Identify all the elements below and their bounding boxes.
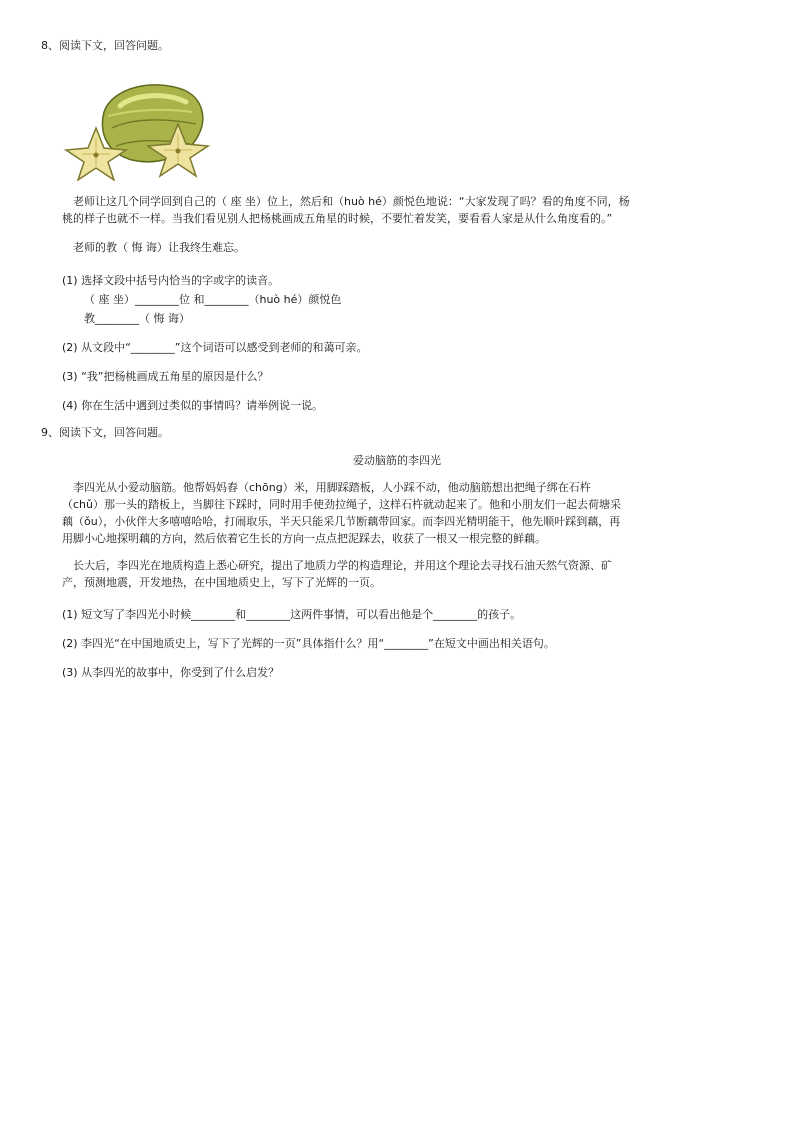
q9-subquestion-2[interactable]: (2) 李四光“在中国地质史上，写下了光辉的一页”具体指什么？用“________”在短文中画出相关语句。 <box>62 637 555 650</box>
q8-subquestion-4: (4) 你在生活中遇到过类似的事情吗？请举例说一说。 <box>62 399 324 412</box>
q9-paragraph-2-line-1: 长大后，李四光在地质构造上悉心研究，提出了地质力学的构造理论，并用这个理论去寻找石油天然气资源、矿 <box>73 559 612 572</box>
q8-subquestion-1-line-1[interactable]: （ 座 坐）________位 和________（huò hé）颜悦色 <box>84 293 342 306</box>
q8-subquestion-3: (3) “我”把杨桃画成五角星的原因是什么？ <box>62 370 269 383</box>
q9-paragraph-1-line-1: 李四光从小爱动脑筋。他帮妈妈舂（chōng）米，用脚踩踏板，人小踩不动，他动脑筋想出把绳子绑在石杵 <box>73 481 591 494</box>
q9-subquestion-1[interactable]: (1) 短文写了李四光小时候________和________这两件事情，可以看出他是个________的孩子。 <box>62 608 522 621</box>
q9-paragraph-2-line-2: 产，预测地震，开发地热，在中国地质史上，写下了光辉的一页。 <box>62 576 381 589</box>
q9-subquestion-3: (3) 从李四光的故事中，你受到了什么启发？ <box>62 666 280 679</box>
q8-paragraph-2: 老师的教（ 悔 诲）让我终生难忘。 <box>73 241 245 254</box>
q8-subquestion-1-line-2[interactable]: 教________（ 悔 诲） <box>84 312 190 325</box>
q9-passage-title: 爱动脑筋的李四光 <box>353 454 441 467</box>
q9-heading: 9、阅读下文，回答问题。 <box>41 426 169 439</box>
q9-paragraph-1-line-2: （chǔ）那一头的踏板上，当脚往下踩时，同时用手使劲拉绳子，这样石杵就动起来了。他和小朋友们一起去荷塘采 <box>62 498 621 511</box>
starfruit-illustration-icon <box>62 66 212 181</box>
q8-subquestion-1: (1) 选择文段中括号内恰当的字或字的读音。 <box>62 274 280 287</box>
q9-paragraph-1-line-4: 用脚小心地探明藕的方向，然后依着它生长的方向一点点把泥踩去，收获了一根又一根完整的鲜藕。 <box>62 532 546 545</box>
q8-paragraph-1-line-1: 老师让这几个同学回到自己的（ 座 坐）位上，然后和（huò hé）颜悦色地说：“大家发现了吗？看的角度不同，杨 <box>73 195 630 208</box>
q9-paragraph-1-line-3: 藕（ǒu），小伙伴大多嘻嘻哈哈，打闹取乐，半天只能采几节断藕带回家。而李四光精明能干，他先顺叶踩到藕，再 <box>62 515 621 528</box>
q8-heading: 8、阅读下文，回答问题。 <box>41 39 169 52</box>
q8-subquestion-2[interactable]: (2) 从文段中“________”这个词语可以感受到老师的和蔼可亲。 <box>62 341 368 354</box>
q8-paragraph-1-line-2: 桃的样子也就不一样。当我们看见别人把杨桃画成五角星的时候，不要忙着发笑，要看看人家是从什么角度看的。” <box>62 212 613 225</box>
